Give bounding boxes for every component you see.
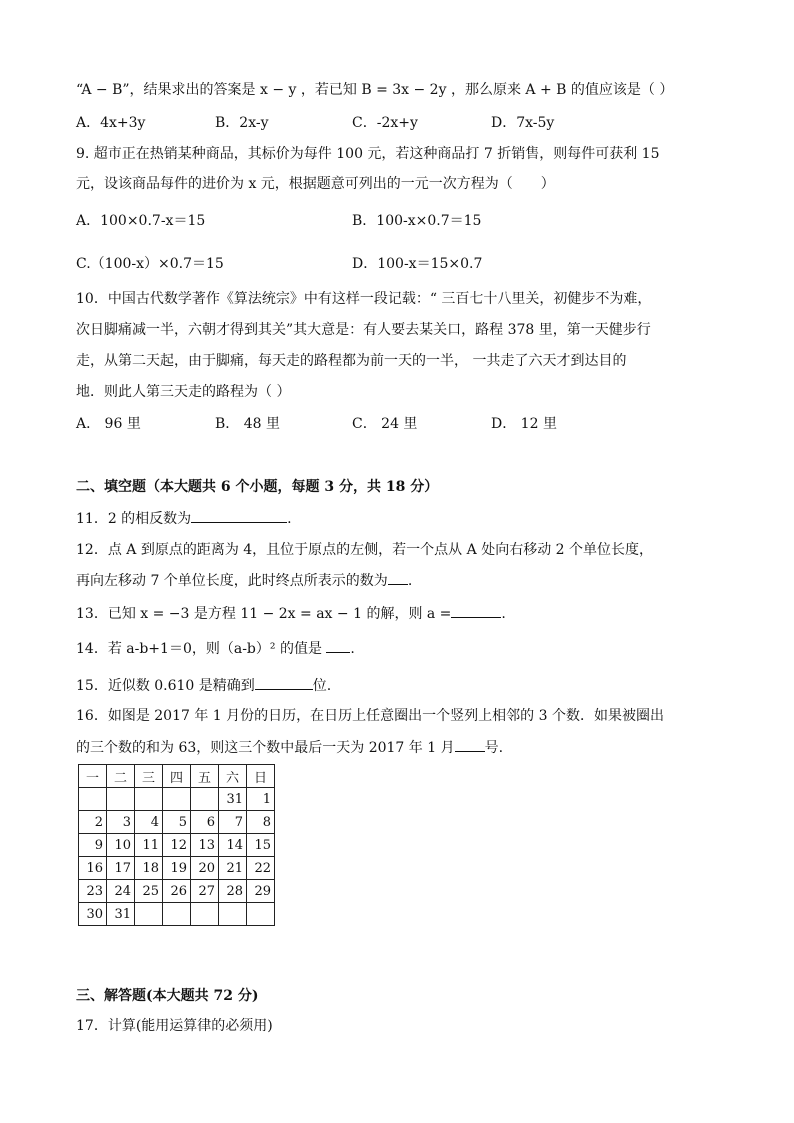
calendar-cell: 15 <box>247 834 275 857</box>
q13 <box>76 603 506 624</box>
calendar-cell: 6 <box>191 811 219 834</box>
q11 <box>76 508 292 529</box>
calendar-header-thu: 四 <box>163 765 191 788</box>
section-2-heading: 二、填空题（本大题共 6 个小题，每题 3 分，共 18 分） <box>76 479 439 495</box>
q16-answer-blank <box>455 737 485 752</box>
calendar-cell: 7 <box>219 811 247 834</box>
calendar-cell <box>135 903 163 926</box>
q10-line-2: 次日脚痛减一半，六朝才得到其关”其大意是：有人要去某关口，路程 378 里，第一天健步行 <box>76 322 651 338</box>
q13-text: 13．已知 x = −3 是方程 11 − 2x = ax − 1 的解，则 a = <box>76 606 452 622</box>
calendar-cell: 28 <box>219 880 247 903</box>
q10-line-3: 走，从第二天起，由于脚痛，每天走的路程都为前一天的一半， 一共走了六天才到达目的 <box>76 353 627 369</box>
calendar-cell <box>191 903 219 926</box>
q12-line-2 <box>76 570 412 591</box>
q12-answer-blank <box>388 570 408 585</box>
calendar-cell: 4 <box>135 811 163 834</box>
calendar-cell: 25 <box>135 880 163 903</box>
calendar-cell: 3 <box>107 811 135 834</box>
calendar-header-wed: 三 <box>135 765 163 788</box>
q10-option-c: C． 24 里 <box>352 416 418 432</box>
q15 <box>76 675 331 696</box>
calendar-cell <box>163 788 191 811</box>
q9-line-2: 元，设该商品每件的进价为 x 元，根据题意可列出的一元一次方程为（ ） <box>76 176 555 192</box>
q10-line-1: 10．中国古代数学著作《算法统宗》中有这样一段记载：“ 三百七十八里关，初健步不为难， <box>76 291 652 307</box>
calendar-cell: 31 <box>219 788 247 811</box>
calendar-cell: 23 <box>79 880 107 903</box>
q17-text: 17．计算(能用运算律的必须用) <box>76 1018 273 1034</box>
calendar-cell: 29 <box>247 880 275 903</box>
q11-answer-blank <box>191 508 287 523</box>
calendar-cell: 22 <box>247 857 275 880</box>
calendar-header-mon: 一 <box>79 765 107 788</box>
calendar-cell: 5 <box>163 811 191 834</box>
q10-option-d: D． 12 里 <box>491 416 557 432</box>
calendar-cell: 21 <box>219 857 247 880</box>
calendar-cell: 12 <box>163 834 191 857</box>
q12-text: 再向左移动 7 个单位长度，此时终点所表示的数为 <box>76 573 388 589</box>
calendar-cell: 8 <box>247 811 275 834</box>
calendar-cell: 17 <box>107 857 135 880</box>
q12-line-1: 12．点 A 到原点的距离为 4，且位于原点的左侧，若一个点从 A 处向右移动 2 个单位长度， <box>76 542 653 558</box>
calendar-row <box>79 857 275 880</box>
calendar-row <box>79 903 275 926</box>
calendar-cell <box>107 788 135 811</box>
calendar-cell: 13 <box>191 834 219 857</box>
q9-option-c: C.（100-x）×0.7＝15 <box>76 256 224 272</box>
q8-option-c: C．-2x+y <box>352 115 418 131</box>
calendar-cell: 18 <box>135 857 163 880</box>
calendar-cell <box>79 788 107 811</box>
section-3-heading: 三、解答题(本大题共 72 分) <box>76 988 259 1004</box>
calendar-cell: 16 <box>79 857 107 880</box>
calendar-cell: 27 <box>191 880 219 903</box>
calendar-cell: 10 <box>107 834 135 857</box>
q16-suffix: 号. <box>484 740 504 756</box>
q14-period: . <box>350 641 355 657</box>
q9-option-a: A．100×0.7-x＝15 <box>76 213 206 229</box>
calendar-header-sun: 日 <box>247 765 275 788</box>
q15-answer-blank <box>255 675 313 690</box>
q13-period: . <box>501 606 506 622</box>
q9-option-d: D．100-x＝15×0.7 <box>352 256 483 272</box>
calendar-cell <box>163 903 191 926</box>
calendar-header-fri: 五 <box>191 765 219 788</box>
q10-line-4: 地．则此人第三天走的路程为（ ） <box>76 384 291 400</box>
calendar-cell: 26 <box>163 880 191 903</box>
q15-suffix: 位. <box>312 678 332 694</box>
calendar-cell: 24 <box>107 880 135 903</box>
calendar-cell: 14 <box>219 834 247 857</box>
calendar-header-tue: 二 <box>107 765 135 788</box>
q8-text: “A − B”，结果求出的答案是 x − y ，若已知 B = 3x − 2y ，那么原来 A + B 的值应该是（ ） <box>76 82 674 98</box>
q14-text: 14．若 a-b+1＝0，则（a-b）² 的值是 <box>76 641 327 657</box>
calendar-cell: 31 <box>107 903 135 926</box>
q13-answer-blank <box>451 603 501 618</box>
q16-text: 的三个数的和为 63，则这三个数中最后一天为 2017 年 1 月 <box>76 740 455 756</box>
q14 <box>76 638 355 659</box>
calendar-row <box>79 788 275 811</box>
calendar-cell: 11 <box>135 834 163 857</box>
calendar-row <box>79 880 275 903</box>
q8-option-d: D．7x-5y <box>491 115 555 131</box>
calendar-header-row <box>79 765 275 788</box>
q9-option-b: B．100-x×0.7＝15 <box>352 213 482 229</box>
q16-line-2 <box>76 737 503 758</box>
q12-period: . <box>407 573 413 589</box>
calendar-header-sat: 六 <box>219 765 247 788</box>
calendar-cell <box>247 903 275 926</box>
calendar-table <box>78 764 275 926</box>
q10-option-a: A． 96 里 <box>76 416 141 432</box>
q8-option-b: B．2x-y <box>215 115 269 131</box>
q15-text: 15．近似数 0.610 是精确到 <box>76 678 255 694</box>
q16-line-1: 16．如图是 2017 年 1 月份的日历，在日历上任意圈出一个竖列上相邻的 3 个数．如果被圈出 <box>76 708 664 724</box>
q11-period: . <box>287 511 292 527</box>
calendar-cell <box>135 788 163 811</box>
q11-text: 11．2 的相反数为 <box>76 511 192 527</box>
calendar-cell: 9 <box>79 834 107 857</box>
calendar-cell: 30 <box>79 903 107 926</box>
calendar-cell: 19 <box>163 857 191 880</box>
q10-option-b: B． 48 里 <box>215 416 281 432</box>
calendar-row <box>79 834 275 857</box>
calendar-cell: 1 <box>247 788 275 811</box>
q14-answer-blank <box>326 638 350 653</box>
calendar-row <box>79 811 275 834</box>
q8-option-a: A．4x+3y <box>76 115 146 131</box>
q9-line-1: 9. 超市正在热销某种商品，其标价为每件 100 元，若这种商品打 7 折销售，则每件可获利 15 <box>76 146 660 162</box>
calendar-cell: 2 <box>79 811 107 834</box>
calendar-cell <box>219 903 247 926</box>
calendar-cell <box>191 788 219 811</box>
calendar-cell: 20 <box>191 857 219 880</box>
